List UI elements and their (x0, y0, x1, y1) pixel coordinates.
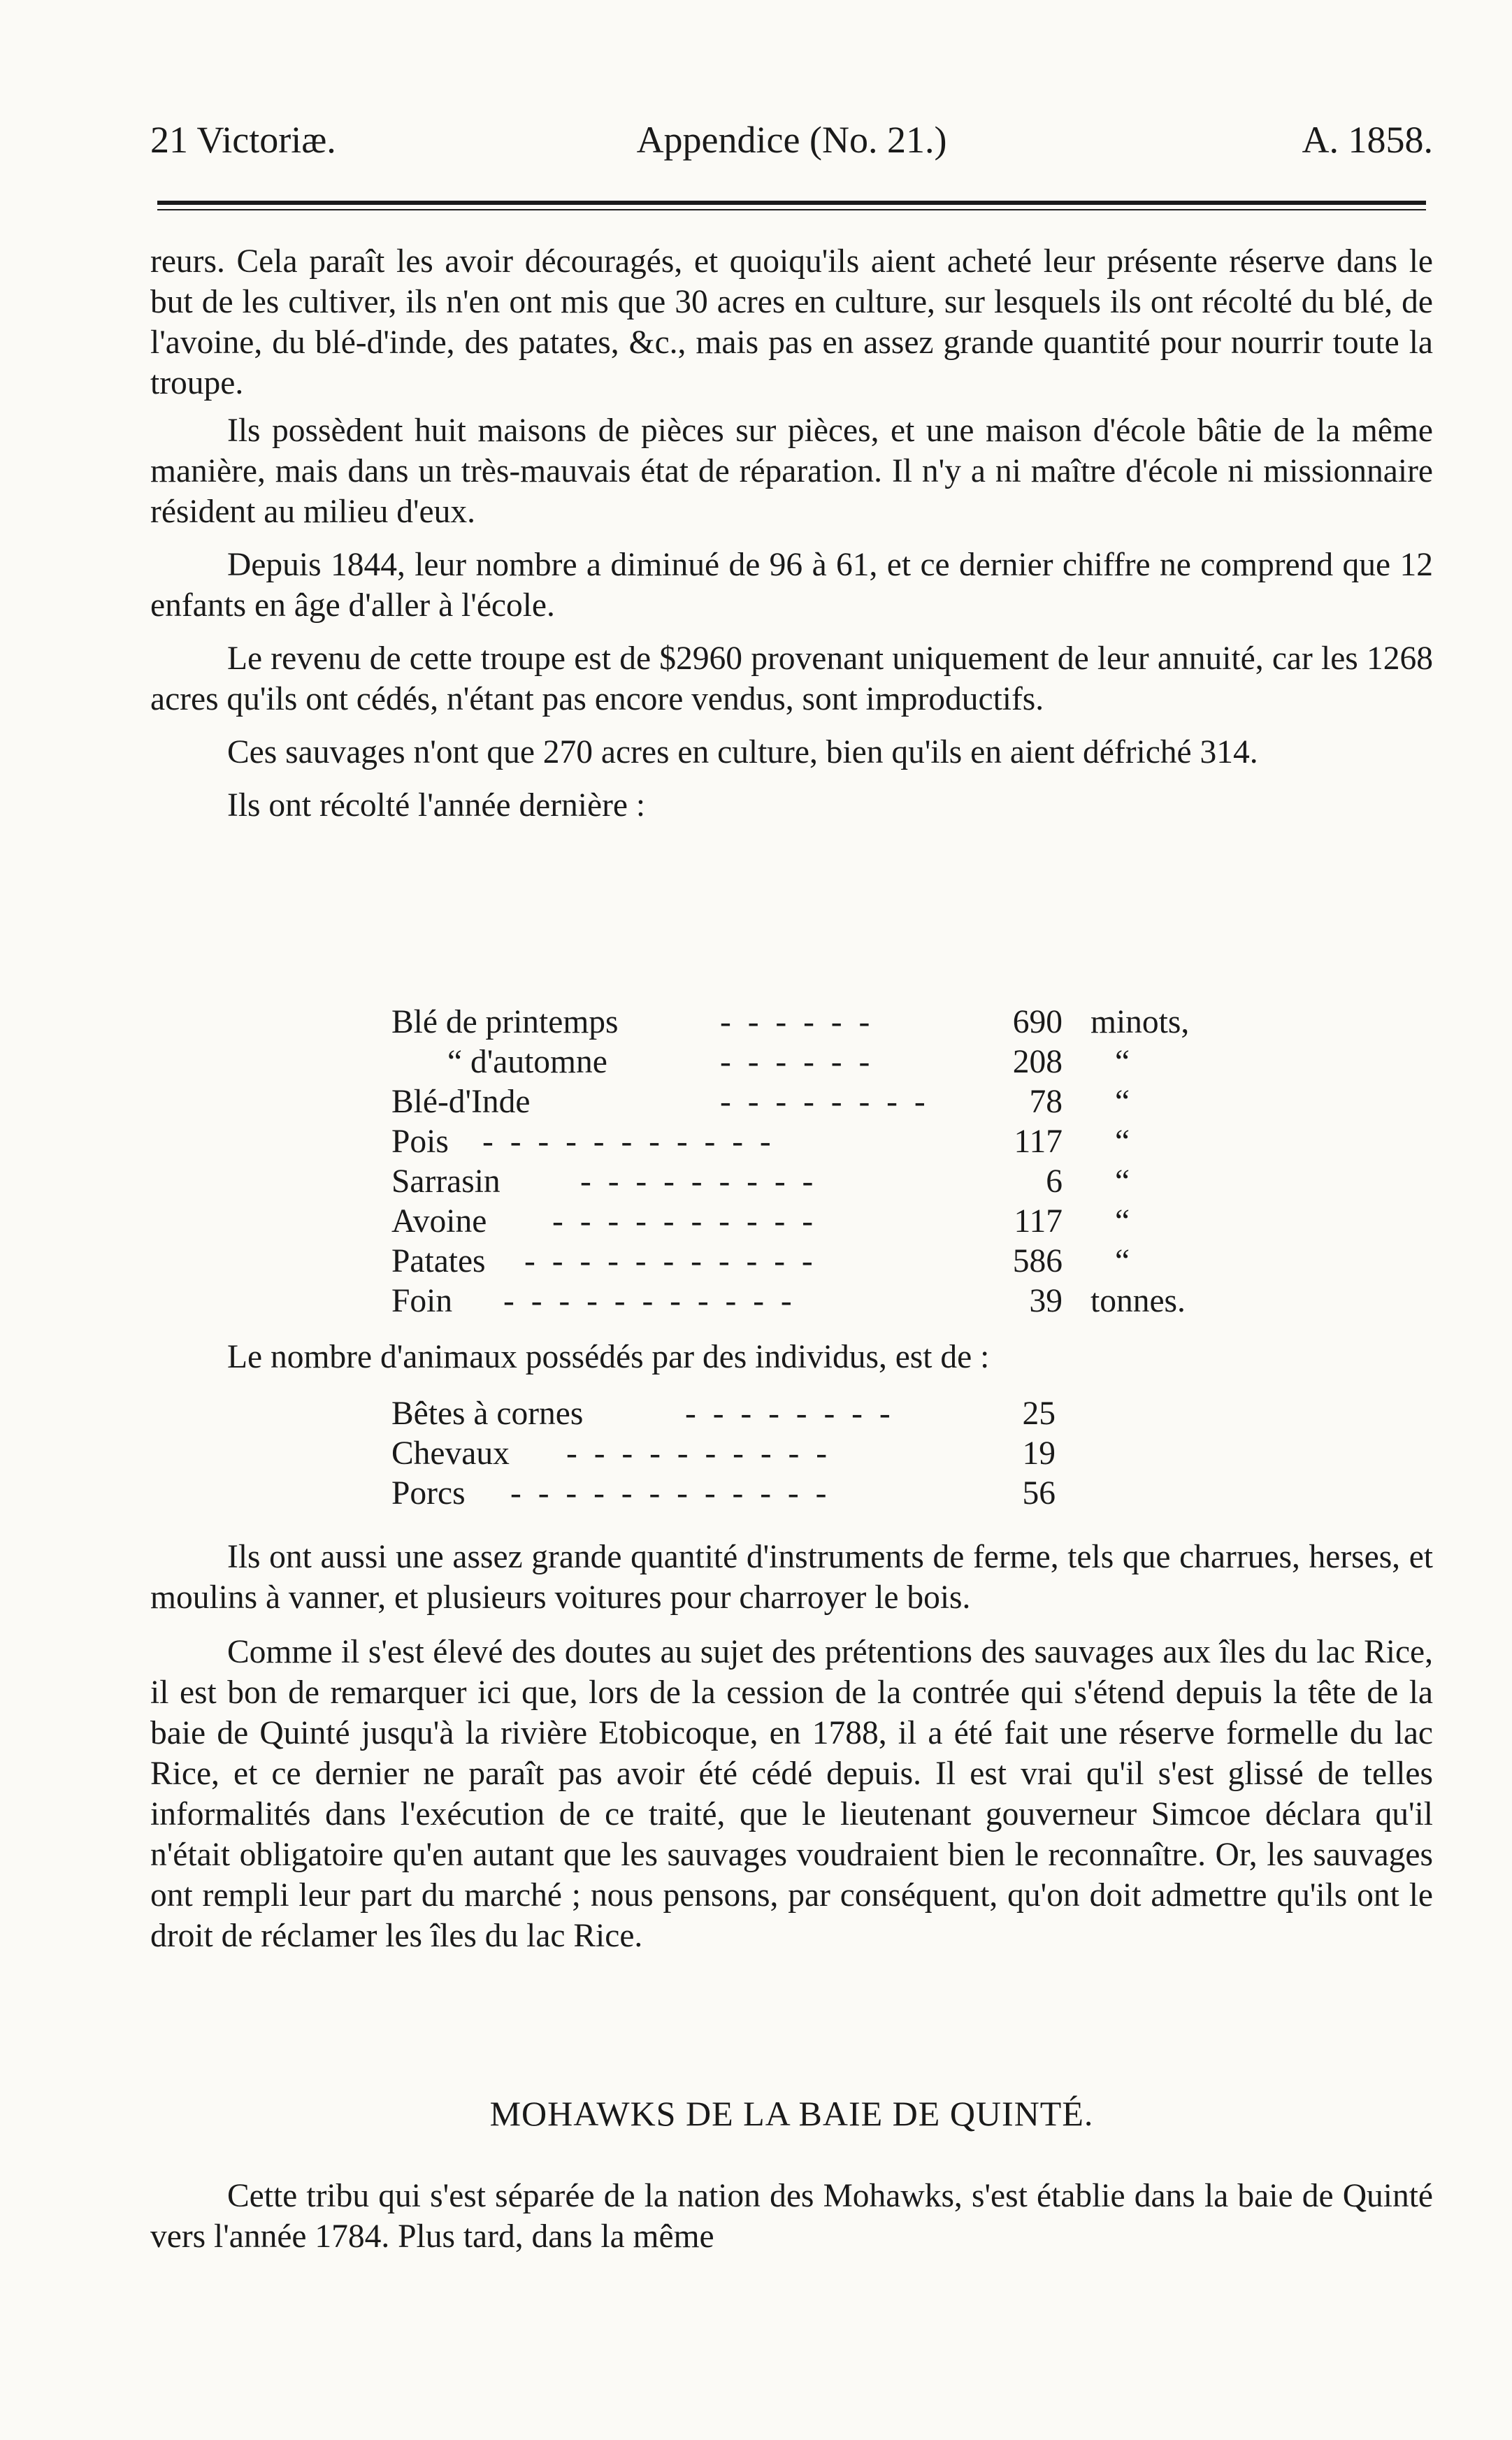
crop-row (391, 1242, 1230, 1282)
paragraph: reurs. Cela paraît les avoir découragés, et quoiqu'ils aient acheté leur présente réserve dans le but de les cultiver, ils n'en ont mis que 30 acres en culture, sur lesquels ils ont récolté du blé, de l'avoine, du blé-d'inde, des patates, &c., mais pas en assez grande quantité pour nourrir toute la troupe. (150, 243, 1433, 401)
crop-row (391, 1082, 1230, 1122)
body-text-bottom (150, 1537, 1433, 1956)
crop-value: 586 (1012, 1243, 1063, 1279)
crop-value: 39 (1029, 1283, 1063, 1319)
header-rule-thick (157, 201, 1426, 205)
paragraph: Le nombre d'animaux possédés par des individus, est de : (227, 1339, 990, 1375)
paragraph: Ils possèdent huit maisons de pièces sur pièces, et une maison d'école bâtie de la même manière, mais dans un très-mauvais état de réparation. Il n'y a ni maître d'école ni missionnaire résident au milieu d'eux. (150, 412, 1433, 530)
body-text-final (150, 2176, 1433, 2257)
crop-value: 208 (1012, 1044, 1063, 1080)
header-appendix: Appendice (No. 21.) (636, 119, 947, 161)
crop-unit: “ (1115, 1084, 1130, 1120)
crop-unit: “ (1115, 1243, 1130, 1279)
crop-value: 117 (1014, 1203, 1063, 1240)
crop-label: Avoine (391, 1203, 487, 1240)
crop-label: Blé de printemps (391, 1004, 619, 1040)
animal-row (391, 1474, 1160, 1514)
crop-value: 690 (1012, 1004, 1063, 1040)
crop-value: 78 (1029, 1084, 1063, 1120)
crop-row (391, 1202, 1230, 1242)
leader-dots: - - - - - - - - (685, 1395, 895, 1432)
animal-label: Chevaux (391, 1435, 510, 1472)
leader-dots: - - - - - - - - - - - (524, 1243, 817, 1279)
crop-row (391, 1122, 1230, 1162)
animal-value: 25 (1022, 1395, 1056, 1432)
crop-unit: minots, (1090, 1004, 1190, 1040)
header-volume: 21 Victoriæ. (150, 119, 336, 161)
animal-label: Porcs (391, 1475, 466, 1512)
crop-label: Blé-d'Inde (391, 1084, 531, 1120)
running-header (150, 115, 1433, 164)
header-rule-thin (157, 209, 1426, 210)
crop-unit: “ (1115, 1124, 1130, 1160)
leader-dots: - - - - - - - - - - - - (510, 1475, 831, 1512)
crop-row (391, 1042, 1230, 1082)
leader-dots: - - - - - - - - - - - (503, 1283, 796, 1319)
paragraph: Ils ont aussi une assez grande quantité d'instruments de ferme, tels que charrues, herses, et moulins à vanner, et plusieurs voitures pour charroyer le bois. (150, 1539, 1433, 1616)
leader-dots: - - - - - - (720, 1044, 874, 1080)
leader-dots: - - - - - - - - - - - (482, 1124, 775, 1160)
leader-dots: - - - - - - - - (720, 1084, 930, 1120)
section-heading: MOHAWKS DE LA BAIE DE QUINTÉ. (489, 2094, 1094, 2133)
crop-label: Foin (391, 1283, 453, 1319)
animals-intro (150, 1337, 1433, 1377)
crop-unit: tonnes. (1090, 1283, 1186, 1319)
paragraph: Cette tribu qui s'est séparée de la nation des Mohawks, s'est établie dans la baie de Quinté vers l'année 1784. Plus tard, dans la même (150, 2178, 1433, 2255)
crop-label: “ d'automne (447, 1044, 607, 1080)
animal-value: 19 (1022, 1435, 1056, 1472)
leader-dots: - - - - - - - - - - (566, 1435, 832, 1472)
header-year: A. 1858. (1302, 119, 1433, 161)
animal-row (391, 1434, 1160, 1474)
animals-table (391, 1394, 1160, 1514)
body-text-top (150, 241, 1433, 826)
crops-table (391, 1003, 1230, 1321)
crop-value: 117 (1014, 1124, 1063, 1160)
animal-value: 56 (1022, 1475, 1056, 1512)
animal-row (391, 1394, 1160, 1434)
crop-unit: “ (1115, 1044, 1130, 1080)
crop-unit: “ (1115, 1203, 1130, 1240)
paragraph: Ces sauvages n'ont que 270 acres en culture, bien qu'ils en aient défriché 314. (227, 734, 1258, 770)
leader-dots: - - - - - - - - - (580, 1163, 818, 1200)
crop-label: Sarrasin (391, 1163, 501, 1200)
crop-row (391, 1282, 1230, 1321)
animal-label: Bêtes à cornes (391, 1395, 584, 1432)
leader-dots: - - - - - - - - - - (552, 1203, 818, 1240)
crop-label: Patates (391, 1243, 486, 1279)
crop-label: Pois (391, 1124, 449, 1160)
crop-value: 6 (1046, 1163, 1063, 1200)
paragraph: Ils ont récolté l'année dernière : (227, 787, 646, 824)
leader-dots: - - - - - - (720, 1004, 874, 1040)
paragraph: Le revenu de cette troupe est de $2960 provenant uniquement de leur annuité, car les 1268 acres qu'ils ont cédés, n'étant pas encore vendus, sont improductifs. (150, 640, 1433, 717)
paragraph: Comme il s'est élevé des doutes au sujet des prétentions des sauvages aux îles du lac Rice, il est bon de remarquer ici que, lors de la cession de la contrée qui s'étend depuis la tête de la baie de Quinté jusqu'à la rivière Etobicoque, en 1788, il a été fait une réserve formelle du lac Rice, et ce dernier ne paraît pas avoir été cédé depuis. Il est vrai qu'il s'est glissé de telles informalités dans l'exécution de ce traité, que le lieutenant gouverneur Simcoe déclara qu'il n'était obligatoire qu'en autant que les sauvages voudraient bien le reconnaître. Or, les sauvages ont rempli leur part du marché ; nous pensons, par conséquent, qu'on doit admettre qu'ils ont le droit de réclamer les îles du lac Rice. (150, 1634, 1433, 1954)
paragraph: Depuis 1844, leur nombre a diminué de 96 à 61, et ce dernier chiffre ne comprend que 12 enfants en âge d'aller à l'école. (150, 547, 1433, 624)
crop-unit: “ (1115, 1163, 1130, 1200)
crop-row (391, 1003, 1230, 1042)
crop-row (391, 1162, 1230, 1202)
